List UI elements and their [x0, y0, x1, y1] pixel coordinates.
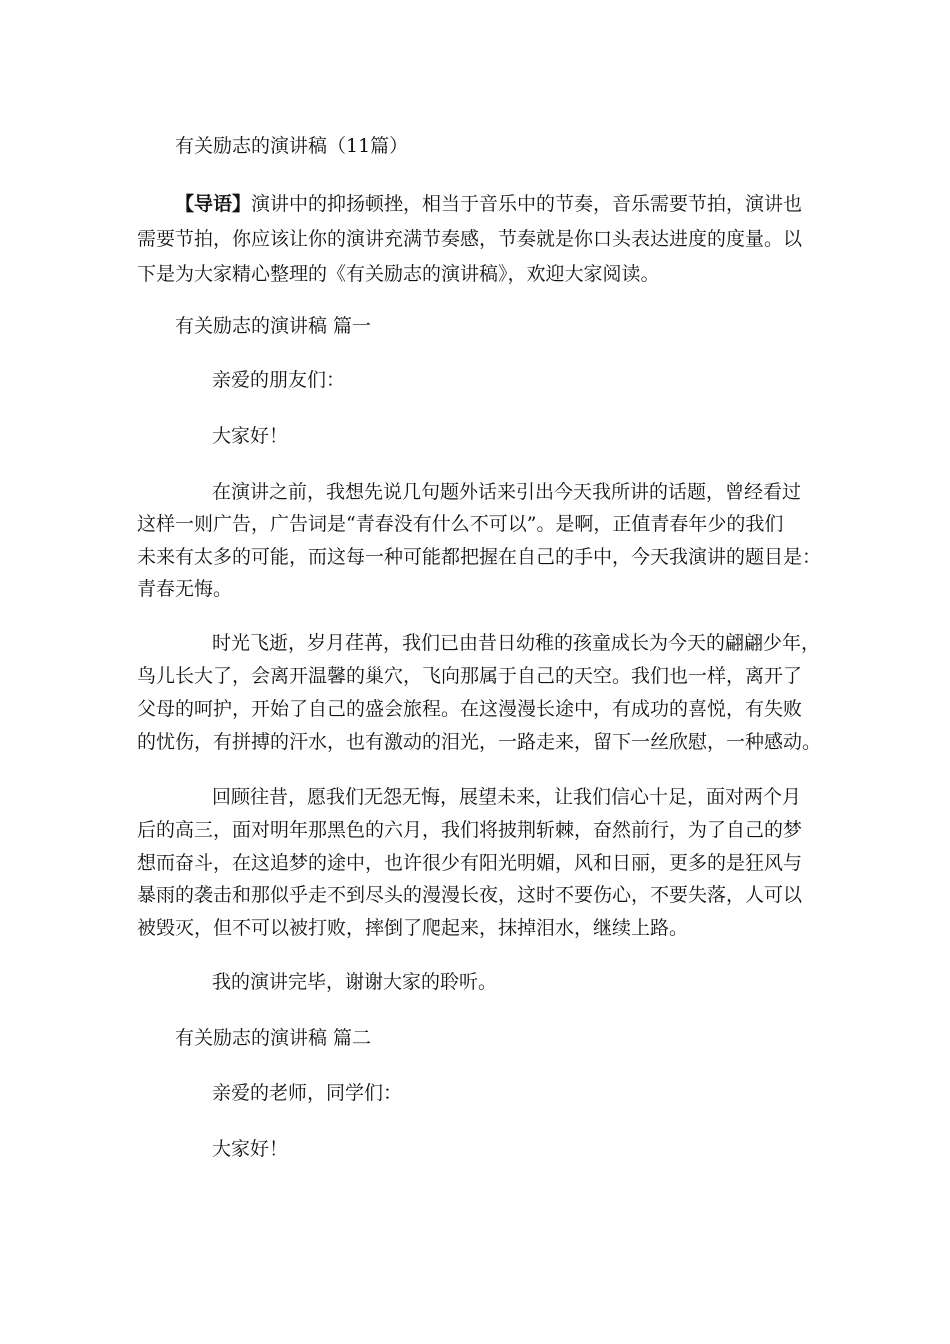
section1-heading: 有关励志的演讲稿 篇一: [175, 315, 372, 337]
section1-p2-line-4: 的忧伤，有拼搏的汗水，也有激动的泪光，一路走来，留下一丝欣慰，一种感动。: [137, 731, 822, 753]
section1-p1-line-1: 在演讲之前，我想先说几句题外话来引出今天我所讲的话题，曾经看过: [212, 481, 802, 503]
intro-line-2: 需要节拍，你应该让你的演讲充满节奏感，节奏就是你口头表达进度的度量。以: [137, 228, 803, 250]
intro-line-3: 下是为大家精心整理的《有关励志的演讲稿》，欢迎大家阅读。: [137, 263, 660, 285]
section1-greeting: 大家好！: [212, 425, 289, 447]
section1-p1-line-2: 这样一则广告，广告词是“青春没有什么不可以”。是啊，正值青春年少的我们: [137, 513, 784, 535]
section1-p1-line-3: 未来有太多的可能，而这每一种可能都把握在自己的手中，今天我演讲的题目是：: [137, 546, 822, 568]
section1-p3-line-2: 后的高三，面对明年那黑色的六月，我们将披荆斩棘，奋然前行，为了自己的梦: [137, 819, 803, 841]
intro-text: 演讲中的抑扬顿挫，相当于音乐中的节奏，音乐需要节拍，演讲也: [251, 193, 803, 215]
section1-p3-line-1: 回顾往昔，愿我们无怨无悔，展望未来，让我们信心十足，面对两个月: [212, 786, 802, 808]
section1-p2-line-3: 父母的呵护，开始了自己的盛会旅程。在这漫漫长途中，有成功的喜悦，有失败: [137, 698, 803, 720]
intro-label: 【导语】: [175, 193, 252, 215]
section1-closing: 我的演讲完毕，谢谢大家的聆听。: [212, 971, 498, 993]
section1-p3-line-4: 暴雨的袭击和那似乎走不到尽头的漫漫长夜，这时不要伤心，不要失落，人可以: [137, 884, 803, 906]
section1-p2-line-2: 鸟儿长大了，会离开温馨的巢穴，飞向那属于自己的天空。我们也一样，离开了: [137, 665, 803, 687]
section1-p2-line-1: 时光飞逝，岁月荏苒，我们已由昔日幼稚的孩童成长为今天的翩翩少年，: [212, 632, 821, 654]
section1-p3-line-3: 想而奋斗，在这追梦的途中，也许很少有阳光明媚，风和日丽，更多的是狂风与: [137, 852, 803, 874]
document-title: 有关励志的演讲稿（11篇）: [175, 135, 409, 157]
intro-line-1: [175, 192, 802, 216]
section2-salutation: 亲爱的老师，同学们：: [212, 1082, 403, 1104]
section2-greeting: 大家好！: [212, 1138, 289, 1160]
section1-salutation: 亲爱的朋友们：: [212, 369, 346, 391]
section2-heading: 有关励志的演讲稿 篇二: [175, 1027, 372, 1049]
section1-p3-line-5: 被毁灭，但不可以被打败，摔倒了爬起来，抹掉泪水，继续上路。: [137, 917, 689, 939]
section1-p1-line-4: 青春无悔。: [137, 578, 233, 600]
